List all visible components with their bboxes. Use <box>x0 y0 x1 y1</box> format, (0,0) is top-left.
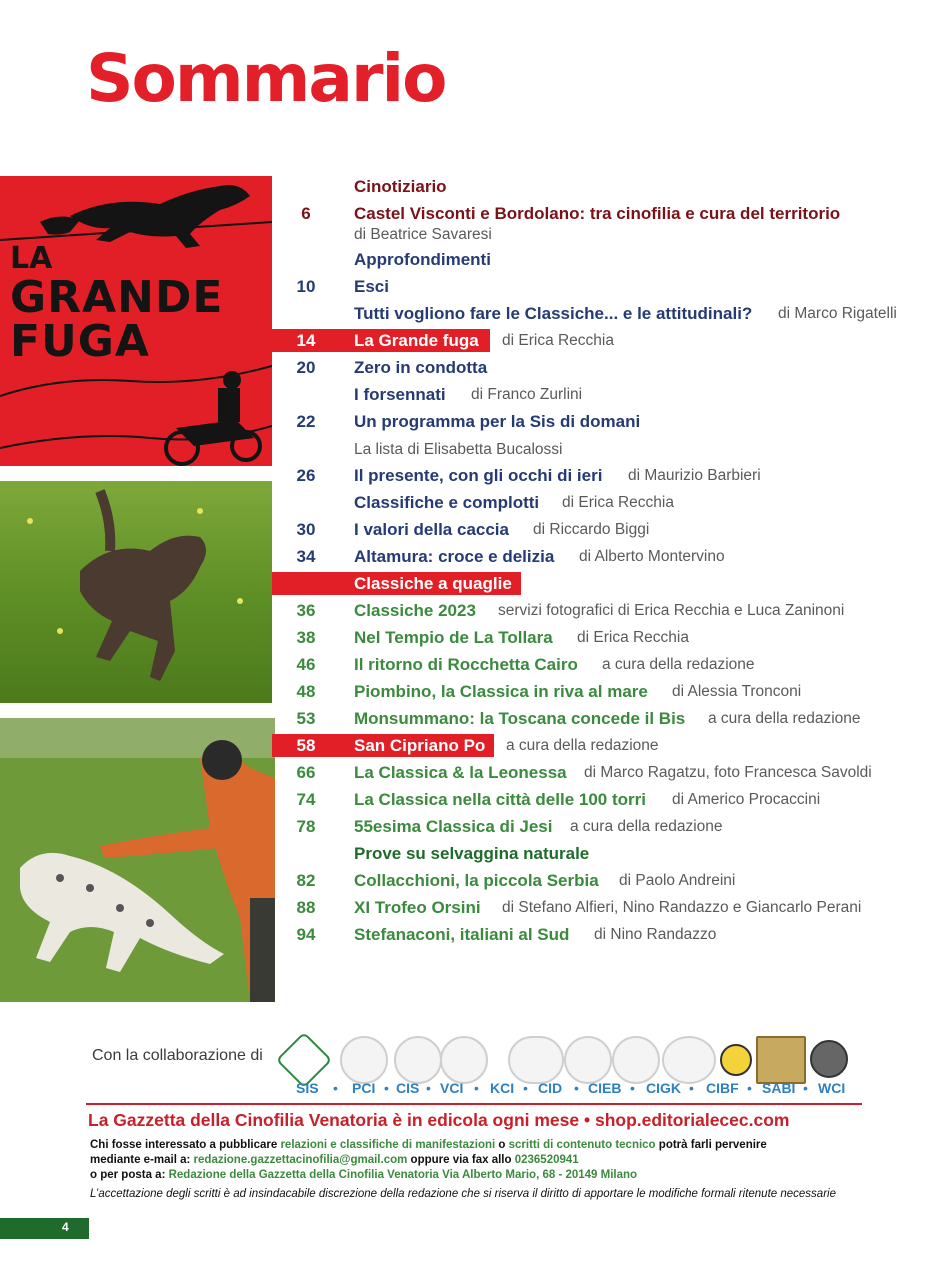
logo-separator: • <box>384 1080 389 1096</box>
toc-byline: di Stefano Alfieri, Nino Randazzo e Giancarlo Perani <box>502 899 862 916</box>
page-number: 4 <box>62 1220 69 1234</box>
toc-page-number: 22 <box>296 412 316 431</box>
photo-setter-and-handler <box>0 718 275 1002</box>
toc-page-number: 94 <box>296 925 316 944</box>
toc-title: I valori della caccia <box>354 520 509 539</box>
kci-logo-icon <box>508 1036 564 1084</box>
logo-label-sabi: SABI <box>762 1080 796 1096</box>
toc-byline: di Americo Procaccini <box>672 791 821 808</box>
toc-title: XI Trofeo Orsini <box>354 898 481 917</box>
logo-label-sis: SIS <box>296 1080 319 1096</box>
toc-title: Zero in condotta <box>354 358 488 377</box>
toc-title: Cinotiziario <box>354 177 447 196</box>
toc-title: Classiche a quaglie <box>354 574 512 593</box>
logo-label-vci: VCI <box>440 1080 464 1096</box>
submission-info-line-3 <box>90 1168 637 1183</box>
toc-byline: di Alberto Montervino <box>579 548 725 565</box>
toc-title: Tutti vogliono fare le Classiche... e le attitudinali? <box>354 304 753 323</box>
cigk-logo-icon <box>662 1036 716 1084</box>
page-number-bar <box>0 1218 89 1239</box>
logo-label-cid: CID <box>538 1080 563 1096</box>
toc-author-line: di Beatrice Savaresi <box>354 226 492 243</box>
postal-address: Redazione della Gazzetta della Cinofilia Venatoria Via Alberto Mario, 68 - 20149 Milano <box>168 1169 638 1181</box>
toc-page-number: 82 <box>296 871 316 890</box>
footer-divider <box>86 1103 862 1105</box>
toc-title: Stefanaconi, italiani al Sud <box>354 925 570 944</box>
toc-title: Il presente, con gli occhi di ieri <box>354 466 603 485</box>
info-text: oppure via fax allo <box>407 1154 515 1166</box>
info-text: potrà farli pervenire <box>655 1139 767 1151</box>
toc-page-number: 14 <box>296 331 316 350</box>
toc-page-number: 20 <box>296 358 316 377</box>
toc-page-number: 53 <box>296 709 316 728</box>
toc-page-number: 6 <box>301 204 311 223</box>
toc-byline: di Erica Recchia <box>502 332 614 349</box>
toc-page-number: 78 <box>296 817 316 836</box>
info-text: o per posta a: <box>90 1169 169 1181</box>
logo-label-cis: CIS <box>396 1080 420 1096</box>
logo-separator: • <box>426 1080 431 1096</box>
toc-page-number: 46 <box>296 655 316 674</box>
toc-page-number: 58 <box>296 736 316 755</box>
page-title: Sommario <box>86 40 446 117</box>
toc-page-number: 88 <box>296 898 316 917</box>
dog-photo-2 <box>0 718 275 1002</box>
cis-logo-icon <box>394 1036 442 1084</box>
info-text: mediante e-mail a: <box>90 1154 194 1166</box>
logo-separator: • <box>747 1080 752 1096</box>
toc-byline: a cura della redazione <box>602 656 755 673</box>
logo-label-pci: PCI <box>352 1080 376 1096</box>
toc-page-number: 10 <box>296 277 316 296</box>
toc-byline: a cura della redazione <box>708 710 861 727</box>
disclaimer: L’accettazione degli scritti è ad insindacabile discrezione della redazione che si riserva il diritto di apportare le modifiche formali ritenute necessarie <box>90 1188 836 1200</box>
pci-logo-icon <box>340 1036 388 1084</box>
toc-title: Esci <box>354 277 389 296</box>
toc-page-number: 26 <box>296 466 316 485</box>
logo-separator: • <box>574 1080 579 1096</box>
logo-label-kci: KCI <box>490 1080 515 1096</box>
fax-number: 0236520941 <box>514 1154 579 1166</box>
toc-byline: di Alessia Tronconi <box>672 683 802 700</box>
toc-title: La Classica & la Leonessa <box>354 763 567 782</box>
logo-separator: • <box>630 1080 635 1096</box>
toc-title: 55esima Classica di Jesi <box>354 817 553 836</box>
toc-byline: di Maurizio Barbieri <box>628 467 761 484</box>
toc-title: Piombino, la Classica in riva al mare <box>354 682 648 701</box>
logo-label-cibf: CIBF <box>706 1080 739 1096</box>
logo-label-cieb: CIEB <box>588 1080 622 1096</box>
toc-byline: a cura della redazione <box>570 818 723 835</box>
vci-logo-icon <box>440 1036 488 1084</box>
email-link[interactable]: redazione.gazzettacinofilia@gmail.com <box>193 1154 408 1166</box>
toc-page-number: 38 <box>296 628 316 647</box>
toc-title: I forsennati <box>354 385 446 404</box>
submission-info-line-1 <box>90 1138 767 1153</box>
toc-byline: servizi fotografici di Erica Recchia e Luca Zaninoni <box>498 602 845 619</box>
toc-page-number: 74 <box>296 790 316 809</box>
cover-image-la-grande-fuga <box>0 176 272 466</box>
collaboration-label: Con la collaborazione di <box>92 1047 263 1064</box>
toc-byline: di Marco Ragatzu, foto Francesca Savoldi <box>584 764 872 781</box>
info-highlight: relazioni e classifiche di manifestazioni <box>280 1139 496 1151</box>
logo-separator: • <box>523 1080 528 1096</box>
toc-author-line: La lista di Elisabetta Bucalossi <box>354 441 563 458</box>
toc-title: Collacchioni, la piccola Serbia <box>354 871 599 890</box>
dog-photo-1 <box>0 481 272 703</box>
toc-page-number: 30 <box>296 520 316 539</box>
toc-title: Castel Visconti e Bordolano: tra cinofilia e cura del territorio <box>354 204 841 223</box>
cover-title-line3: FUGA <box>10 316 150 367</box>
toc-page-number: 36 <box>296 601 316 620</box>
logo-separator: • <box>474 1080 479 1096</box>
toc-title: Prove su selvaggina naturale <box>354 844 590 863</box>
toc-title: Classifiche e complotti <box>354 493 540 512</box>
toc-title: La Classica nella città delle 100 torri <box>354 790 646 809</box>
photo-brown-pointer-running <box>0 481 272 703</box>
cover-title-line2: GRANDE <box>10 272 224 323</box>
logo-label-wci: WCI <box>818 1080 846 1096</box>
toc-byline: di Erica Recchia <box>562 494 674 511</box>
toc-byline: di Erica Recchia <box>577 629 689 646</box>
toc-title: Un programma per la Sis di domani <box>354 412 641 431</box>
toc-byline: a cura della redazione <box>506 737 659 754</box>
toc-title: Nel Tempio de La Tollara <box>354 628 553 647</box>
toc-title: Il ritorno di Rocchetta Cairo <box>354 655 578 674</box>
logo-separator: • <box>689 1080 694 1096</box>
sabi-logo-icon <box>756 1036 806 1084</box>
toc-title: Classiche 2023 <box>354 601 476 620</box>
logo-label-cigk: CIGK <box>646 1080 681 1096</box>
toc-byline: di Marco Rigatelli <box>778 305 897 322</box>
toc-page-number: 48 <box>296 682 316 701</box>
toc-page-number: 34 <box>296 547 316 566</box>
toc-title: Altamura: croce e delizia <box>354 547 555 566</box>
toc-title: Approfondimenti <box>354 250 491 269</box>
toc-title: La Grande fuga <box>354 331 479 350</box>
cieb-logo-icon <box>612 1036 660 1084</box>
info-text: Chi fosse interessato a pubblicare <box>90 1139 281 1151</box>
info-highlight: scritti di contenuto tecnico <box>508 1139 656 1151</box>
cover-title-line1: LA <box>10 241 53 276</box>
toc-byline: di Franco Zurlini <box>471 386 583 403</box>
toc-byline: di Nino Randazzo <box>594 926 717 943</box>
info-text: o <box>495 1139 509 1151</box>
gazzetta-banner-link[interactable]: La Gazzetta della Cinofilia Venatoria è in edicola ogni mese • shop.editorialecec.com <box>88 1110 790 1130</box>
logo-separator: • <box>333 1080 338 1096</box>
toc-byline: di Riccardo Biggi <box>533 521 650 538</box>
logo-separator: • <box>803 1080 808 1096</box>
cibf-logo-icon <box>720 1044 752 1076</box>
toc-title: Monsummano: la Toscana concede il Bis <box>354 709 686 728</box>
toc-page-number: 66 <box>296 763 316 782</box>
cid-logo-icon <box>564 1036 612 1084</box>
wci-logo-icon <box>810 1040 848 1078</box>
toc-title: San Cipriano Po <box>354 736 486 755</box>
submission-info-line-2 <box>90 1153 579 1168</box>
toc-byline: di Paolo Andreini <box>619 872 736 889</box>
